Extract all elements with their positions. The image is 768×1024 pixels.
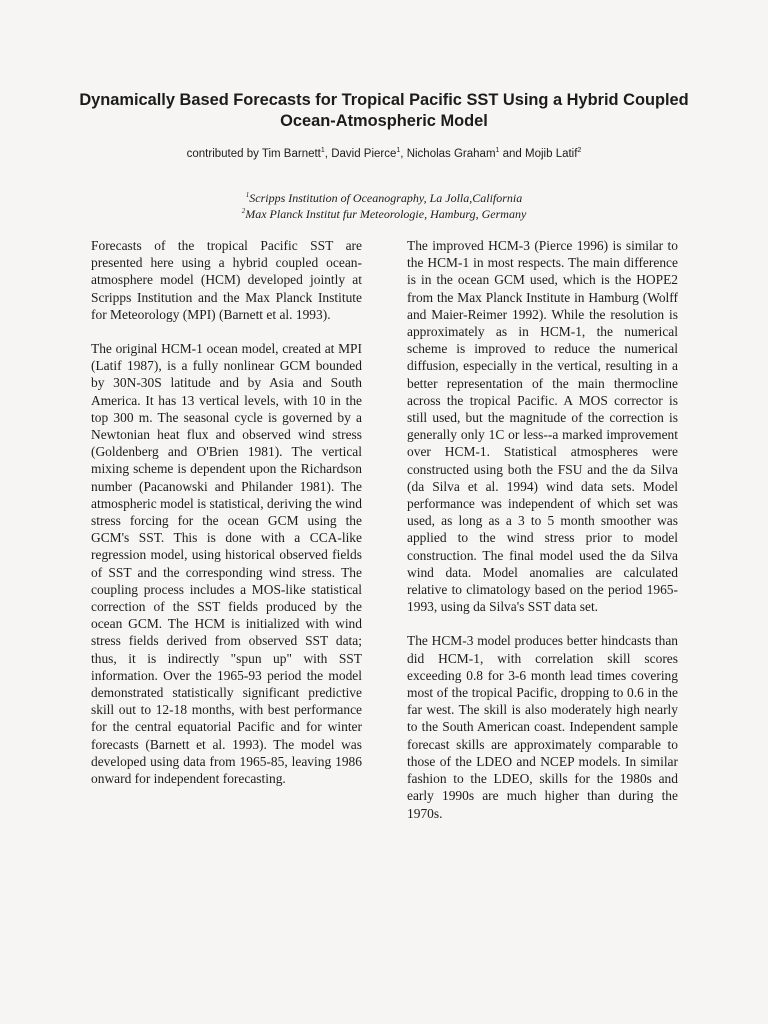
affiliation-line	[60, 190, 708, 206]
author-affil-mark: 2	[577, 147, 582, 155]
body-paragraph: Forecasts of the tropical Pacific SST are presented here using a hybrid coupled ocean-atmosphere model (HCM) developed jointly at Scripps Institution and the Max Planck Institute for Meteorology (MPI) (Barnett et al. 1993).	[91, 238, 362, 322]
authors-prefix: contributed by	[186, 148, 262, 160]
author-name: Nicholas Graham	[406, 148, 496, 160]
affiliation-mark: 1	[245, 191, 250, 199]
author-affil-mark: 1	[320, 147, 325, 155]
affiliation-text: Max Planck Institut fur Meteorologie, Hamburg, Germany	[245, 207, 527, 221]
author-affil-mark: 1	[495, 147, 500, 155]
author-affil-mark: 1	[396, 147, 401, 155]
body-paragraph: The HCM-3 model produces better hindcasts than did HCM-1, with correlation skill scores exceeding 0.8 for 3-6 month lead times covering most of the tropical Pacific, dropping to 0.6 in the far west. The skill is also moderately high nearly to the South American coast. Independent sample forecast skills are approximately comparable to those of the LDEO and NCEP models. In similar fashion to the LDEO, skills for the 1980s and early 1990s are much higher than during the 1970s.	[407, 633, 678, 821]
right-column	[407, 237, 678, 839]
left-column	[91, 237, 362, 804]
affiliations	[60, 190, 708, 222]
author-name: David Pierce	[331, 148, 397, 160]
affiliation-mark: 2	[241, 207, 246, 215]
body-paragraph: The original HCM-1 ocean model, created at MPI (Latif 1987), is a fully nonlinear GCM bounded by 30N-30S latitude and by Asia and South America. It has 13 vertical levels, with 10 in the top 300 m. The seasonal cycle is governed by a Newtonian heat flux and observed wind stress (Goldenberg and O'Brien 1981). The vertical mixing scheme is dependent upon the Richardson number (Pacanowski and Philander 1981). The atmospheric model is statistical, deriving the wind stress forcing for the ocean GCM using the GCM's SST. This is done with a CCA-like regression model, using historical observed fields of SST and the corresponding wind stress. The coupling process includes a MOS-like statistical correction of the SST fields produced by the ocean GCM. The HCM is initialized with wind stress fields derived from observed SST data; thus, it is indirectly "spun up" with SST information. Over the 1965-93 period the model demonstrated statistically significant predictive skill out to 12-18 months, with best performance for the central equatorial Pacific and for winter forecasts (Barnett et al. 1993). The model was developed using data from 1965-85, leaving 1986 onward for independent forecasting.	[91, 341, 362, 787]
body-paragraph: The improved HCM-3 (Pierce 1996) is similar to the HCM-1 in most respects. The main difference is in the ocean GCM used, which is the HOPE2 from the Max Planck Institute in Hamburg (Wolff and Maier-Reimer 1992). While the resolution is approximately as in HCM-1, the numerical scheme is improved to reduce the numerical diffusion, especially in the vertical, resulting in a better representation of the main thermocline across the tropical Pacific. A MOS corrector is still used, but the magnitude of the correction is generally only 1C or less--a marked improvement over HCM-1. Statistical atmospheres were constructed using both the FSU and the da Silva (da Silva et al. 1994) wind data sets. Model performance was independent of which set was used, as long as a 3 to 5 month smoother was applied to the wind stress prior to model construction. The final model used the da Silva wind data. Model anomalies are calculated relative to climatology based on the period 1965-1993, using da Silva's SST data set.	[407, 238, 678, 615]
paper-title: Dynamically Based Forecasts for Tropical Pacific SST Using a Hybrid Coupled Ocean-Atmospheric Model	[79, 91, 689, 130]
affiliation-line	[60, 206, 708, 222]
author-name: Tim Barnett	[261, 148, 321, 160]
affiliation-text: Scripps Institution of Oceanography, La Jolla,California	[249, 191, 523, 205]
author-name: Mojib Latif	[525, 148, 578, 160]
author-line: contributed by Tim Barnett$^1$, David Pierce$^1$, Nicholas Graham$^1$ and Mojib Latif$^2$	[186, 147, 582, 160]
